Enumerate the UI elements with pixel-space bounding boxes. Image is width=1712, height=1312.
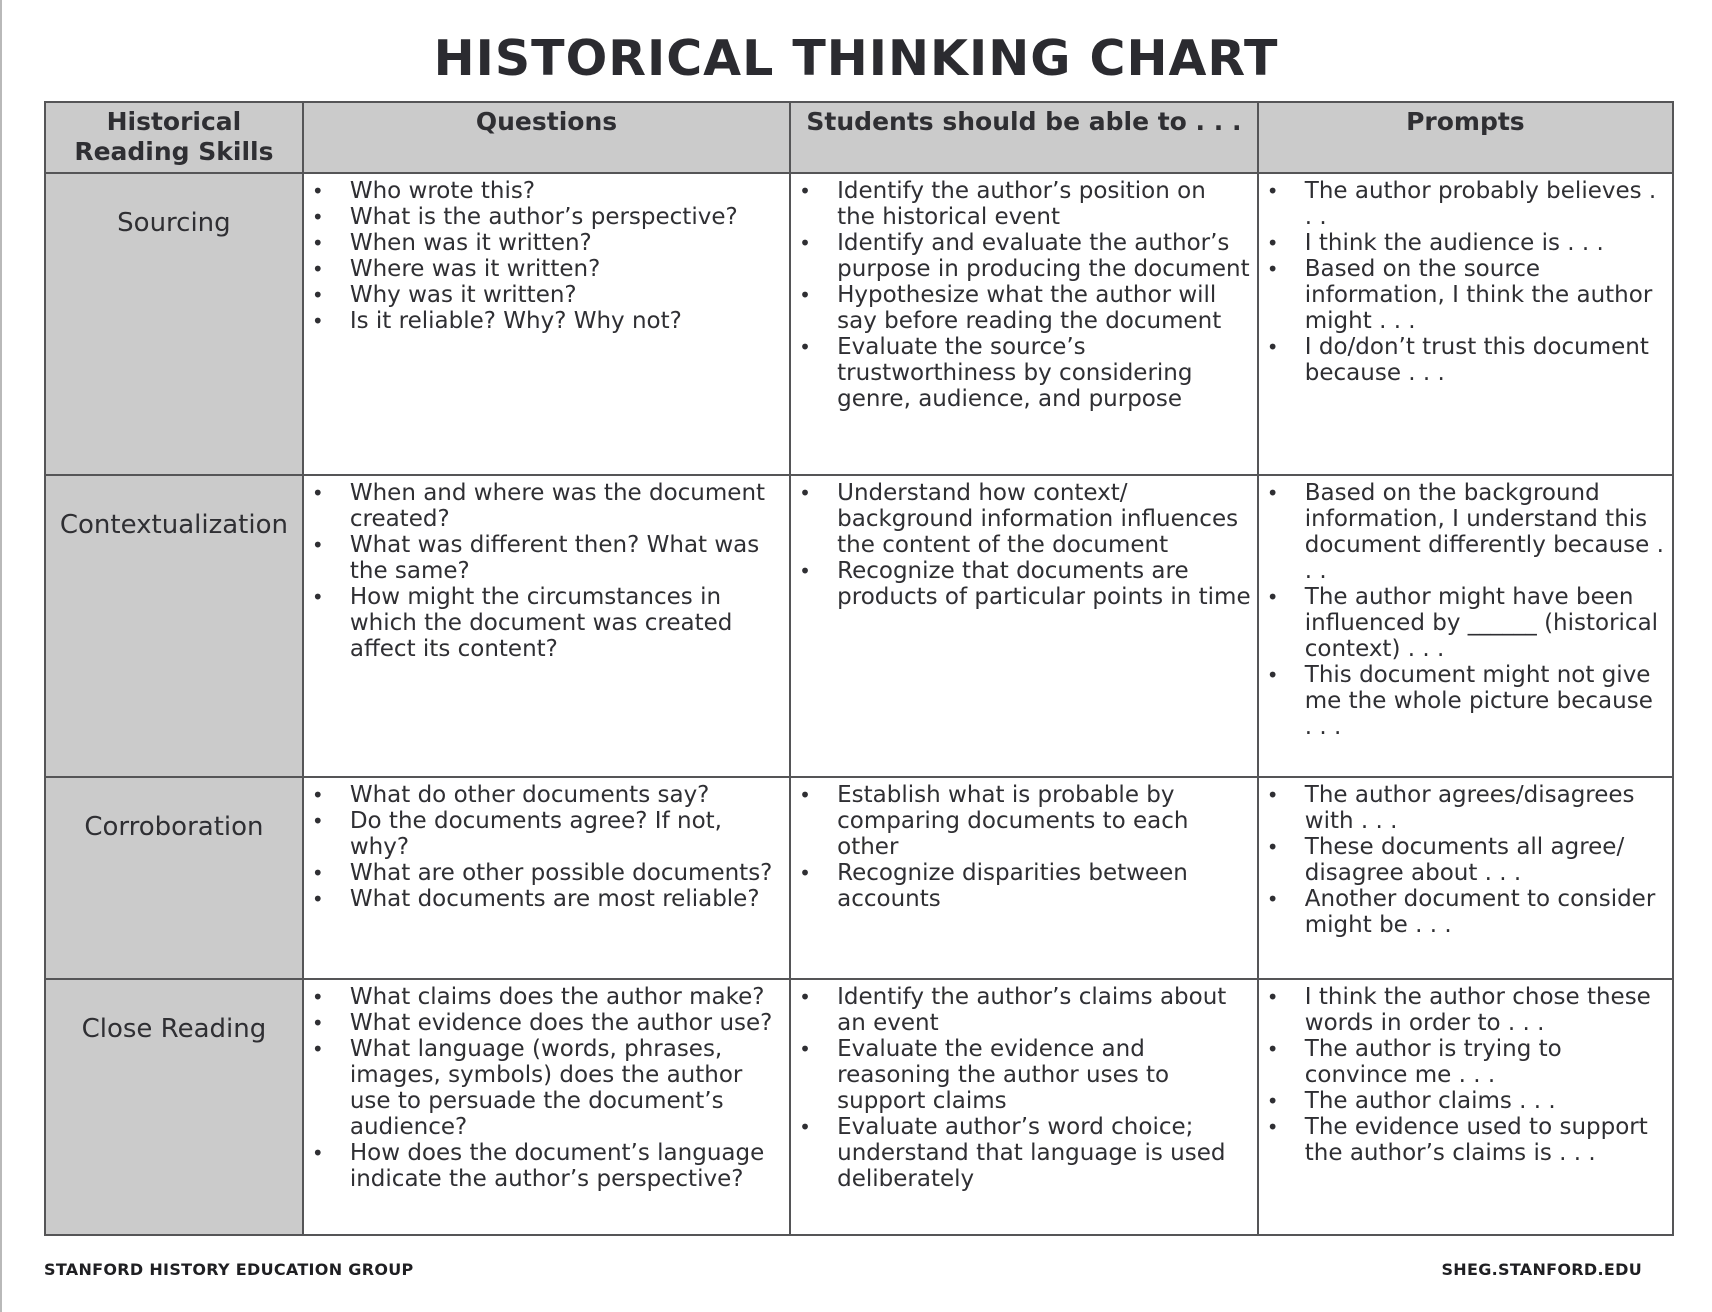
students-cell-close-reading (790, 979, 1258, 1235)
list-item: • What claims does the author make? (310, 984, 783, 1010)
list-item: • How does the document’s language indicate the author’s perspective? (310, 1140, 783, 1192)
list-item: • Who wrote this? (310, 178, 783, 204)
list-item: • I think the author chose these words in order to . . . (1265, 984, 1666, 1036)
questions-cell-corroboration (303, 777, 790, 979)
prompts-cell-close-reading (1258, 979, 1673, 1235)
prompts-cell-corroboration (1258, 777, 1673, 979)
list-item: • Why was it written? (310, 282, 783, 308)
questions-list (310, 480, 783, 662)
list-item: • What was different then? What was the same? (310, 532, 783, 584)
prompts-list (1265, 782, 1666, 938)
list-item: • What documents are most reliable? (310, 886, 783, 912)
skill-cell-close-reading: Close Reading (45, 979, 303, 1235)
students-cell-contextualization (790, 475, 1258, 777)
header-questions: Questions (303, 102, 790, 173)
questions-cell-contextualization (303, 475, 790, 777)
list-item: • The author agrees/disagrees with . . . (1265, 782, 1666, 834)
questions-cell-sourcing (303, 173, 790, 475)
page-edge-rule (0, 0, 2, 1312)
list-item: • Identify and evaluate the author’s purpose in producing the document (797, 230, 1251, 282)
students-list (797, 782, 1251, 912)
list-item: • Another document to consider might be . . . (1265, 886, 1666, 938)
table-row-corroboration (45, 777, 1673, 979)
list-item: • The author claims . . . (1265, 1088, 1666, 1114)
list-item: • The evidence used to support the author’s claims is . . . (1265, 1114, 1666, 1166)
list-item: • Based on the background information, I understand this document differently because . . . (1265, 480, 1666, 584)
students-list (797, 178, 1251, 412)
list-item: • What do other documents say? (310, 782, 783, 808)
list-item: • What evidence does the author use? (310, 1010, 783, 1036)
list-item: • Evaluate the evidence and reasoning the author uses to support claims (797, 1036, 1251, 1114)
list-item: • Is it reliable? Why? Why not? (310, 308, 783, 334)
table-row-sourcing (45, 173, 1673, 475)
list-item: • This document might not give me the whole picture because . . . (1265, 662, 1666, 740)
list-item: • The author probably believes . . . (1265, 178, 1666, 230)
list-item: • Recognize disparities between accounts (797, 860, 1251, 912)
list-item: • Evaluate author’s word choice; understand that language is used deliberately (797, 1114, 1251, 1192)
prompts-list (1265, 178, 1666, 386)
questions-list (310, 984, 783, 1192)
footer-url: SHEG.STANFORD.EDU (1441, 1260, 1642, 1279)
footer-organization: STANFORD HISTORY EDUCATION GROUP (44, 1260, 414, 1279)
list-item: • Based on the source information, I think the author might . . . (1265, 256, 1666, 334)
students-cell-sourcing (790, 173, 1258, 475)
header-skills: Historical Reading Skills (45, 102, 303, 173)
questions-cell-close-reading (303, 979, 790, 1235)
list-item: • Recognize that documents are products of particular points in time (797, 558, 1251, 610)
list-item: • Evaluate the source’s trustworthiness by considering genre, audience, and purpose (797, 334, 1251, 412)
list-item: • These documents all agree/ disagree about . . . (1265, 834, 1666, 886)
list-item: • What are other possible documents? (310, 860, 783, 886)
list-item: • When and where was the document created? (310, 480, 783, 532)
table-row-contextualization (45, 475, 1673, 777)
list-item: • Where was it written? (310, 256, 783, 282)
list-item: • Establish what is probable by comparing documents to each other (797, 782, 1251, 860)
list-item: • Understand how context/ background information influences the content of the document (797, 480, 1251, 558)
prompts-cell-sourcing (1258, 173, 1673, 475)
list-item: • What language (words, phrases, images, symbols) does the author use to persuade the document’s audience? (310, 1036, 783, 1140)
students-list (797, 984, 1251, 1192)
list-item: • Identify the author’s position on the historical event (797, 178, 1251, 230)
list-item: • The author might have been influenced by ______ (historical context) . . . (1265, 584, 1666, 662)
header-students: Students should be able to . . . (790, 102, 1258, 173)
list-item: • Do the documents agree? If not, why? (310, 808, 783, 860)
list-item: • How might the circumstances in which the document was created affect its content? (310, 584, 783, 662)
prompts-cell-contextualization (1258, 475, 1673, 777)
list-item: • Identify the author’s claims about an event (797, 984, 1251, 1036)
prompts-list (1265, 984, 1666, 1166)
list-item: • The author is trying to convince me . . . (1265, 1036, 1666, 1088)
list-item: • What is the author’s perspective? (310, 204, 783, 230)
table-header-row (45, 102, 1673, 173)
skill-cell-corroboration: Corroboration (45, 777, 303, 979)
historical-thinking-table (44, 101, 1674, 1236)
list-item: • I think the audience is . . . (1265, 230, 1666, 256)
skill-cell-contextualization: Contextualization (45, 475, 303, 777)
list-item: • Hypothesize what the author will say before reading the document (797, 282, 1251, 334)
students-cell-corroboration (790, 777, 1258, 979)
questions-list (310, 782, 783, 912)
list-item: • When was it written? (310, 230, 783, 256)
questions-list (310, 178, 783, 334)
table-row-close-reading (45, 979, 1673, 1235)
skill-cell-sourcing: Sourcing (45, 173, 303, 475)
list-item: • I do/don’t trust this document because . . . (1265, 334, 1666, 386)
prompts-list (1265, 480, 1666, 740)
header-prompts: Prompts (1258, 102, 1673, 173)
page-title: HISTORICAL THINKING CHART (433, 30, 1279, 87)
students-list (797, 480, 1251, 610)
